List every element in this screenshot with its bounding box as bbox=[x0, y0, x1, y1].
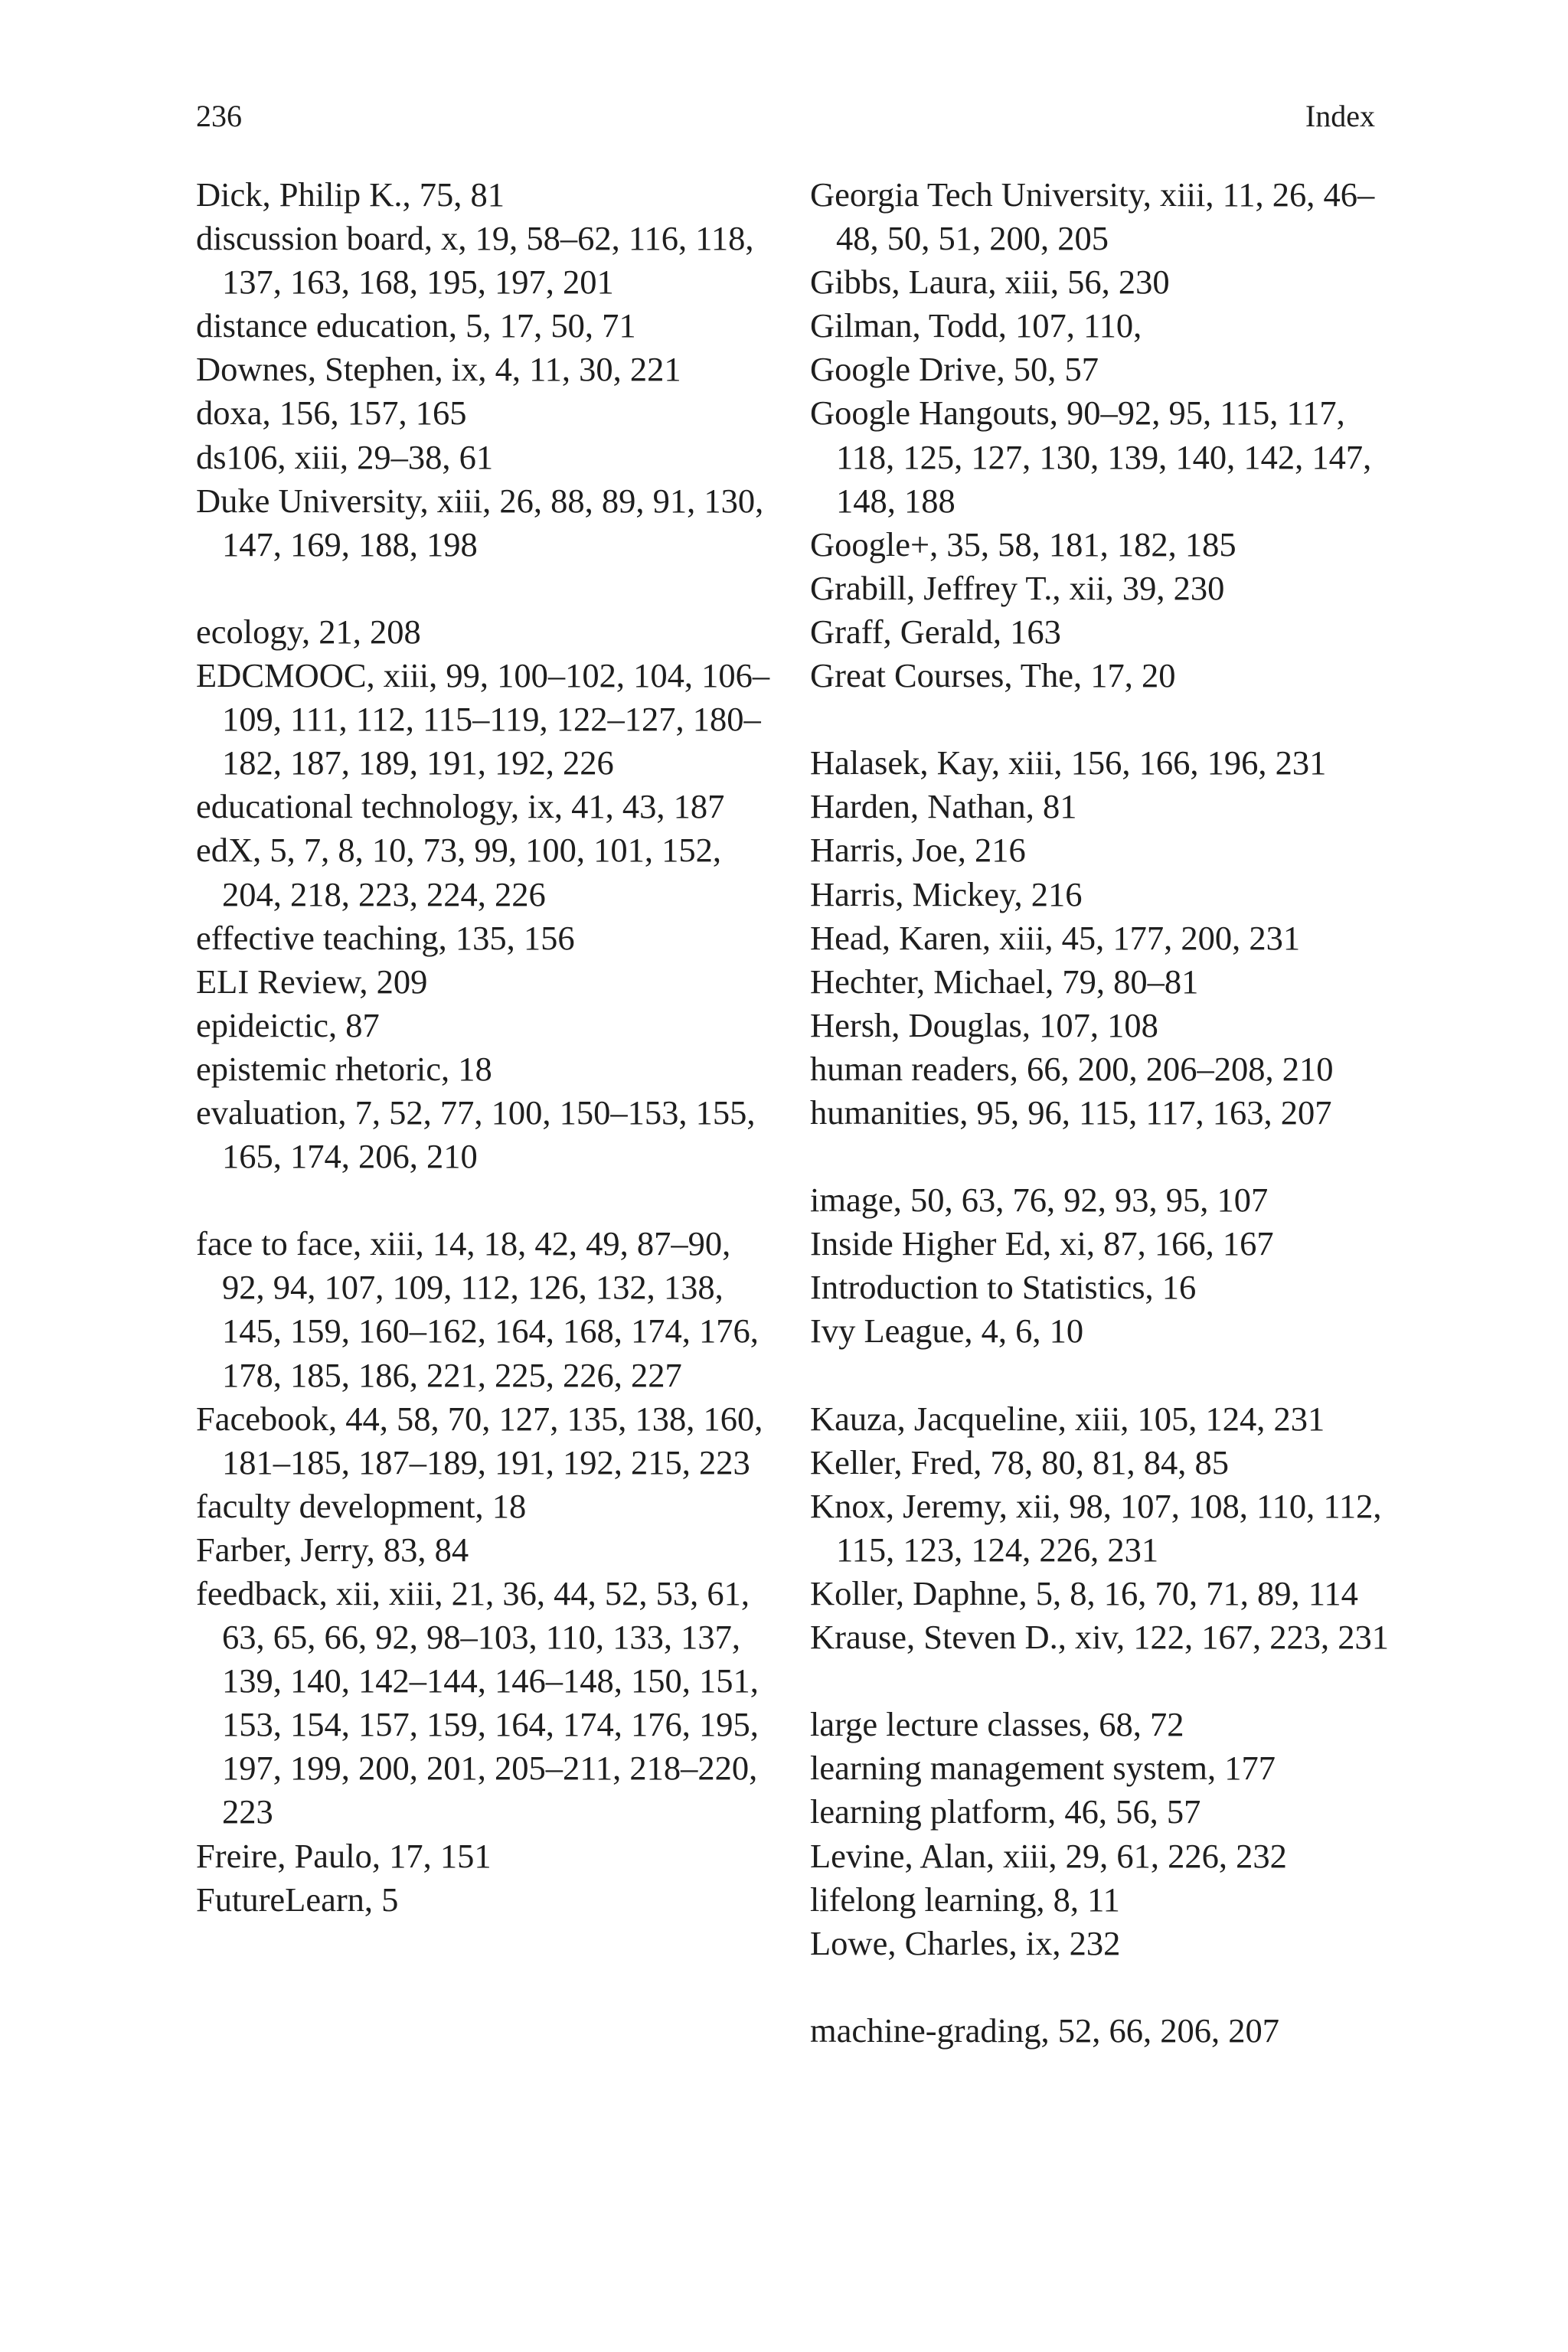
index-entry: Gilman, Todd, 107, 110, bbox=[810, 306, 1142, 345]
index-entry: epideictic, 87 bbox=[196, 1005, 380, 1044]
running-head bbox=[196, 93, 1375, 139]
index-entry: humanities, 95, 96, 115, 117, 163, 207 bbox=[810, 1093, 1332, 1132]
index-entry: machine-grading, 52, 66, 206, 207 bbox=[810, 2011, 1279, 2050]
index-entry: Levine, Alan, xiii, 29, 61, 226, 232 bbox=[810, 1836, 1287, 1875]
index-entry: Google Drive, 50, 57 bbox=[810, 350, 1099, 389]
index-entry: human readers, 66, 200, 206–208, 210 bbox=[810, 1049, 1334, 1088]
index-entry: image, 50, 63, 76, 92, 93, 95, 107 bbox=[810, 1181, 1269, 1220]
index-entry: Google Hangouts, 90–92, 95, 115, 117, 118, 125, 127, 130, 139, 140, 142, 147, 148, 188 bbox=[810, 394, 1372, 520]
index-column-right bbox=[810, 173, 1392, 2053]
index-entry: Farber, Jerry, 83, 84 bbox=[196, 1530, 469, 1569]
index-entry: face to face, xiii, 14, 18, 42, 49, 87–90, 92, 94, 107, 109, 112, 126, 132, 138, 145, 159, 160–162, 164, 168, 174, 176, 178, 185, 186, 221, 225, 226, 227 bbox=[196, 1224, 759, 1394]
index-entry: Facebook, 44, 58, 70, 127, 135, 138, 160, 181–185, 187–189, 191, 192, 215, 223 bbox=[196, 1399, 763, 1481]
index-entry: discussion board, x, 19, 58–62, 116, 118, 137, 163, 168, 195, 197, 201 bbox=[196, 219, 754, 302]
index-entry: lifelong learning, 8, 11 bbox=[810, 1880, 1120, 1919]
index-entry: educational technology, ix, 41, 43, 187 bbox=[196, 787, 725, 826]
index-entry: learning platform, 46, 56, 57 bbox=[810, 1792, 1201, 1831]
index-entry: feedback, xii, xiii, 21, 36, 44, 52, 53, 61, 63, 65, 66, 92, 98–103, 110, 133, 137, 139, 140, 142–144, 146–148, 150, 151, 153, 154, 157, 159, 164, 174, 176, 195, 197, 199, 200, 201, 205–211, 218–220, 223 bbox=[196, 1574, 759, 1831]
page-number: 236 bbox=[196, 99, 242, 133]
index-entry: Kauza, Jacqueline, xiii, 105, 124, 231 bbox=[810, 1399, 1325, 1438]
index-entry: effective teaching, 135, 156 bbox=[196, 918, 575, 957]
index-entry: Introduction to Statistics, 16 bbox=[810, 1268, 1197, 1307]
index-entry: Harden, Nathan, 81 bbox=[810, 787, 1077, 826]
index-entry: large lecture classes, 68, 72 bbox=[810, 1705, 1184, 1744]
index-entry: Knox, Jeremy, xii, 98, 107, 108, 110, 112, 115, 123, 124, 226, 231 bbox=[810, 1486, 1382, 1569]
index-entry: Harris, Joe, 216 bbox=[810, 831, 1026, 870]
index-entry: Koller, Daphne, 5, 8, 16, 70, 71, 89, 114 bbox=[810, 1574, 1358, 1612]
index-entry: ds106, xiii, 29–38, 61 bbox=[196, 437, 494, 476]
index-entry: Graff, Gerald, 163 bbox=[810, 612, 1061, 651]
index-entry: Dick, Philip K., 75, 81 bbox=[196, 175, 505, 214]
index-entry: epistemic rhetoric, 18 bbox=[196, 1049, 492, 1088]
index-entry: Ivy League, 4, 6, 10 bbox=[810, 1312, 1084, 1351]
index-entry: Duke University, xiii, 26, 88, 89, 91, 130, 147, 169, 188, 198 bbox=[196, 481, 764, 564]
index-entry: Harris, Mickey, 216 bbox=[810, 874, 1083, 913]
index-entry: Gibbs, Laura, xiii, 56, 230 bbox=[810, 263, 1170, 302]
index-entry: Downes, Stephen, ix, 4, 11, 30, 221 bbox=[196, 350, 681, 389]
index-entry: Head, Karen, xiii, 45, 177, 200, 231 bbox=[810, 918, 1301, 957]
index-entry: Inside Higher Ed, xi, 87, 166, 167 bbox=[810, 1224, 1274, 1263]
index-entry: Krause, Steven D., xiv, 122, 167, 223, 231 bbox=[810, 1618, 1390, 1657]
index-entry: Hersh, Douglas, 107, 108 bbox=[810, 1005, 1158, 1044]
index-entry: Freire, Paulo, 17, 151 bbox=[196, 1836, 492, 1875]
index-entry: Google+, 35, 58, 181, 182, 185 bbox=[810, 524, 1236, 564]
index-entry: FutureLearn, 5 bbox=[196, 1880, 399, 1919]
index-entry: ecology, 21, 208 bbox=[196, 612, 421, 651]
index-entry: Georgia Tech University, xiii, 11, 26, 46–48, 50, 51, 200, 205 bbox=[810, 175, 1375, 258]
index-entry: evaluation, 7, 52, 77, 100, 150–153, 155, 165, 174, 206, 210 bbox=[196, 1093, 756, 1176]
index-entry: Great Courses, The, 17, 20 bbox=[810, 656, 1176, 695]
index-entry: EDCMOOC, xiii, 99, 100–102, 104, 106–109, 111, 112, 115–119, 122–127, 180–182, 187, 189, 191, 192, 226 bbox=[196, 656, 770, 782]
index-entry: Keller, Fred, 78, 80, 81, 84, 85 bbox=[810, 1442, 1229, 1481]
index-entry: edX, 5, 7, 8, 10, 73, 99, 100, 101, 152, 204, 218, 223, 224, 226 bbox=[196, 831, 722, 913]
running-head-title: Index bbox=[1305, 99, 1375, 133]
index-entry: doxa, 156, 157, 165 bbox=[196, 394, 467, 433]
index-entry: faculty development, 18 bbox=[196, 1486, 527, 1525]
index-entry: learning management system, 177 bbox=[810, 1749, 1276, 1788]
index-entry: Hechter, Michael, 79, 80–81 bbox=[810, 962, 1199, 1001]
index-entry: ELI Review, 209 bbox=[196, 962, 428, 1001]
index-entry: Grabill, Jeffrey T., xii, 39, 230 bbox=[810, 568, 1225, 607]
index-entry: distance education, 5, 17, 50, 71 bbox=[196, 306, 636, 345]
index-column-left bbox=[196, 173, 778, 1922]
index-entry: Halasek, Kay, xiii, 156, 166, 196, 231 bbox=[810, 743, 1327, 782]
index-entry: Lowe, Charles, ix, 232 bbox=[810, 1923, 1121, 1962]
